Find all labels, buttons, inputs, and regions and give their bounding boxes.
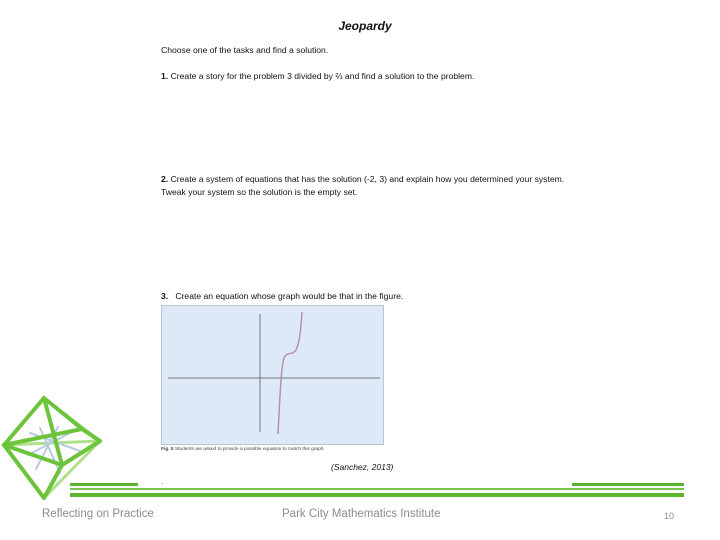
task-text: Create an equation whose graph would be that in the figure. bbox=[175, 291, 404, 301]
task-number: 3. bbox=[161, 291, 169, 301]
task-3 bbox=[161, 290, 571, 303]
footer-center: Park City Mathematics Institute bbox=[282, 508, 441, 520]
page-number: 10 bbox=[664, 511, 675, 521]
task-1 bbox=[161, 70, 571, 83]
footer-left: Reflecting on Practice bbox=[42, 508, 154, 520]
intro-text: Choose one of the tasks and find a solution. bbox=[161, 45, 329, 55]
task-text: Create a story for the problem 3 divided by ⅔ and find a solution to the problem. bbox=[170, 71, 475, 81]
figure-graph bbox=[161, 305, 384, 445]
stray-mark: . bbox=[161, 479, 163, 486]
rule-bottom bbox=[70, 493, 684, 497]
task-text: Create a system of equations that has the solution (-2, 3) and explain how you determined your system. Tweak your system so the solution is the empty set. bbox=[161, 174, 565, 197]
rule-right-top bbox=[572, 483, 684, 486]
task-number: 2. bbox=[161, 174, 169, 184]
caption-label: Fig. 5 bbox=[161, 447, 174, 452]
graph-svg bbox=[162, 306, 385, 446]
page-title: Jeopardy bbox=[338, 19, 392, 33]
rule-middle bbox=[70, 488, 684, 490]
task-number: 1. bbox=[161, 71, 169, 81]
octahedron-logo-icon bbox=[0, 393, 140, 503]
figure-caption bbox=[161, 447, 325, 452]
citation: (Sanchez, 2013) bbox=[331, 462, 394, 472]
curve bbox=[278, 312, 302, 434]
caption-text: Students are asked to provide a possible equation to match this graph. bbox=[174, 447, 325, 452]
task-2 bbox=[161, 173, 571, 199]
